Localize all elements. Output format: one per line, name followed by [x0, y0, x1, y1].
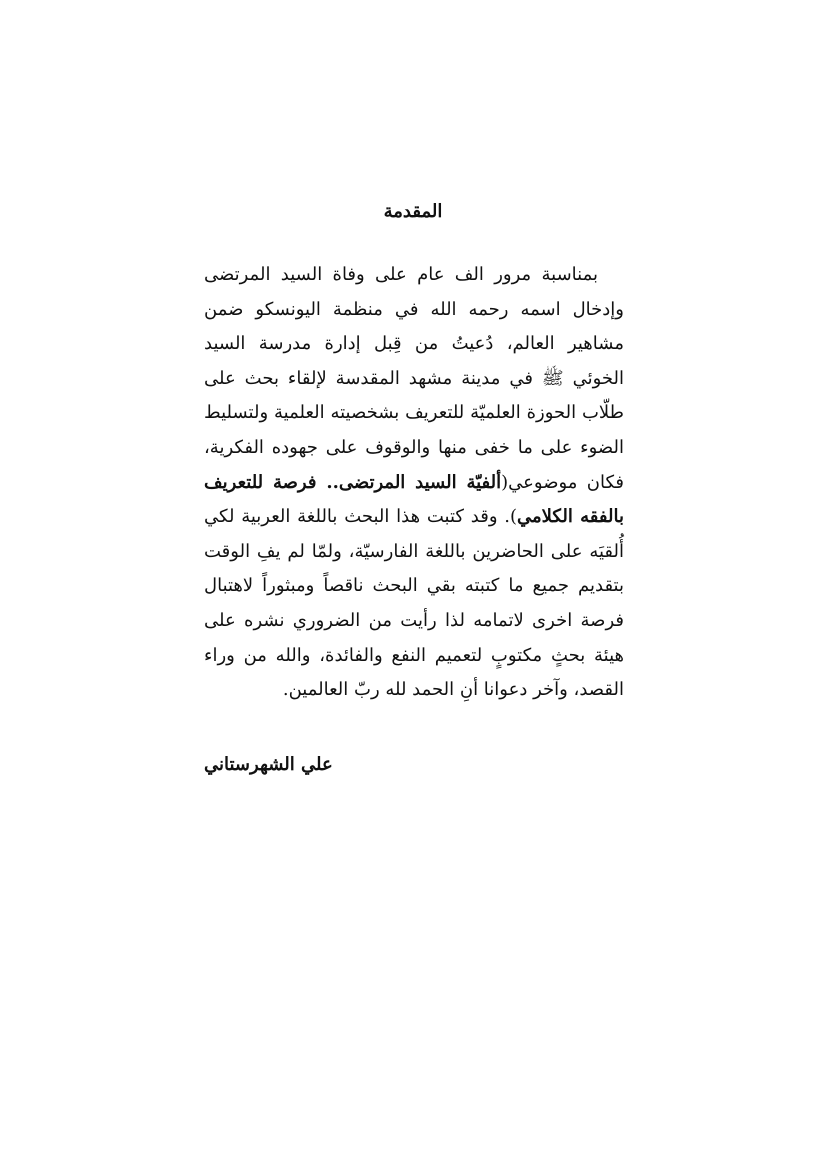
page-title: المقدمة: [383, 201, 443, 222]
bold-title-text: ألفيّة السيد المرتضى.. فرصة للتعريف بالفقه الكلامي: [204, 471, 624, 528]
introduction-paragraph: [204, 258, 624, 708]
paragraph-text-part2: ). وقد كتبت هذا البحث باللغة العربية لكي أُلقيَه على الحاضرين باللغة الفارسيّة، ولمّا لم يفِ الوقت بتقديم جميع ما كتبته بقي البحث ناقصاً ومبثوراً لاهتبال فرصة اخرى لاتمامه لذا رأيت من الضروري نشره على هيئة بحثٍ مكتوبٍ لتعميم النفع والفائدة، والله من وراء القصد، وآخر دعوانا أنِ الحمد لله ربّ العالمين.: [204, 506, 624, 701]
author-signature: علي الشهرستاني: [204, 754, 333, 775]
introduction-body: [204, 258, 624, 708]
paragraph-text-part1: بمناسبة مرور الف عام على وفاة السيد المرتضى وإدخال اسمه رحمه الله في منظمة اليونسكو ضمن مشاهير العالم، دُعيتُ من قِبل إدارة مدرسة السيد الخوئي ﷺ في مدينة مشهد المقدسة لإلقاء بحث على طلّاب الحوزة العلميّة للتعريف بشخصيته العلمية ولتسليط الضوء على ما خفى منها والوقوف على جهوده الفكرية، فكان موضوعي(: [204, 264, 624, 493]
